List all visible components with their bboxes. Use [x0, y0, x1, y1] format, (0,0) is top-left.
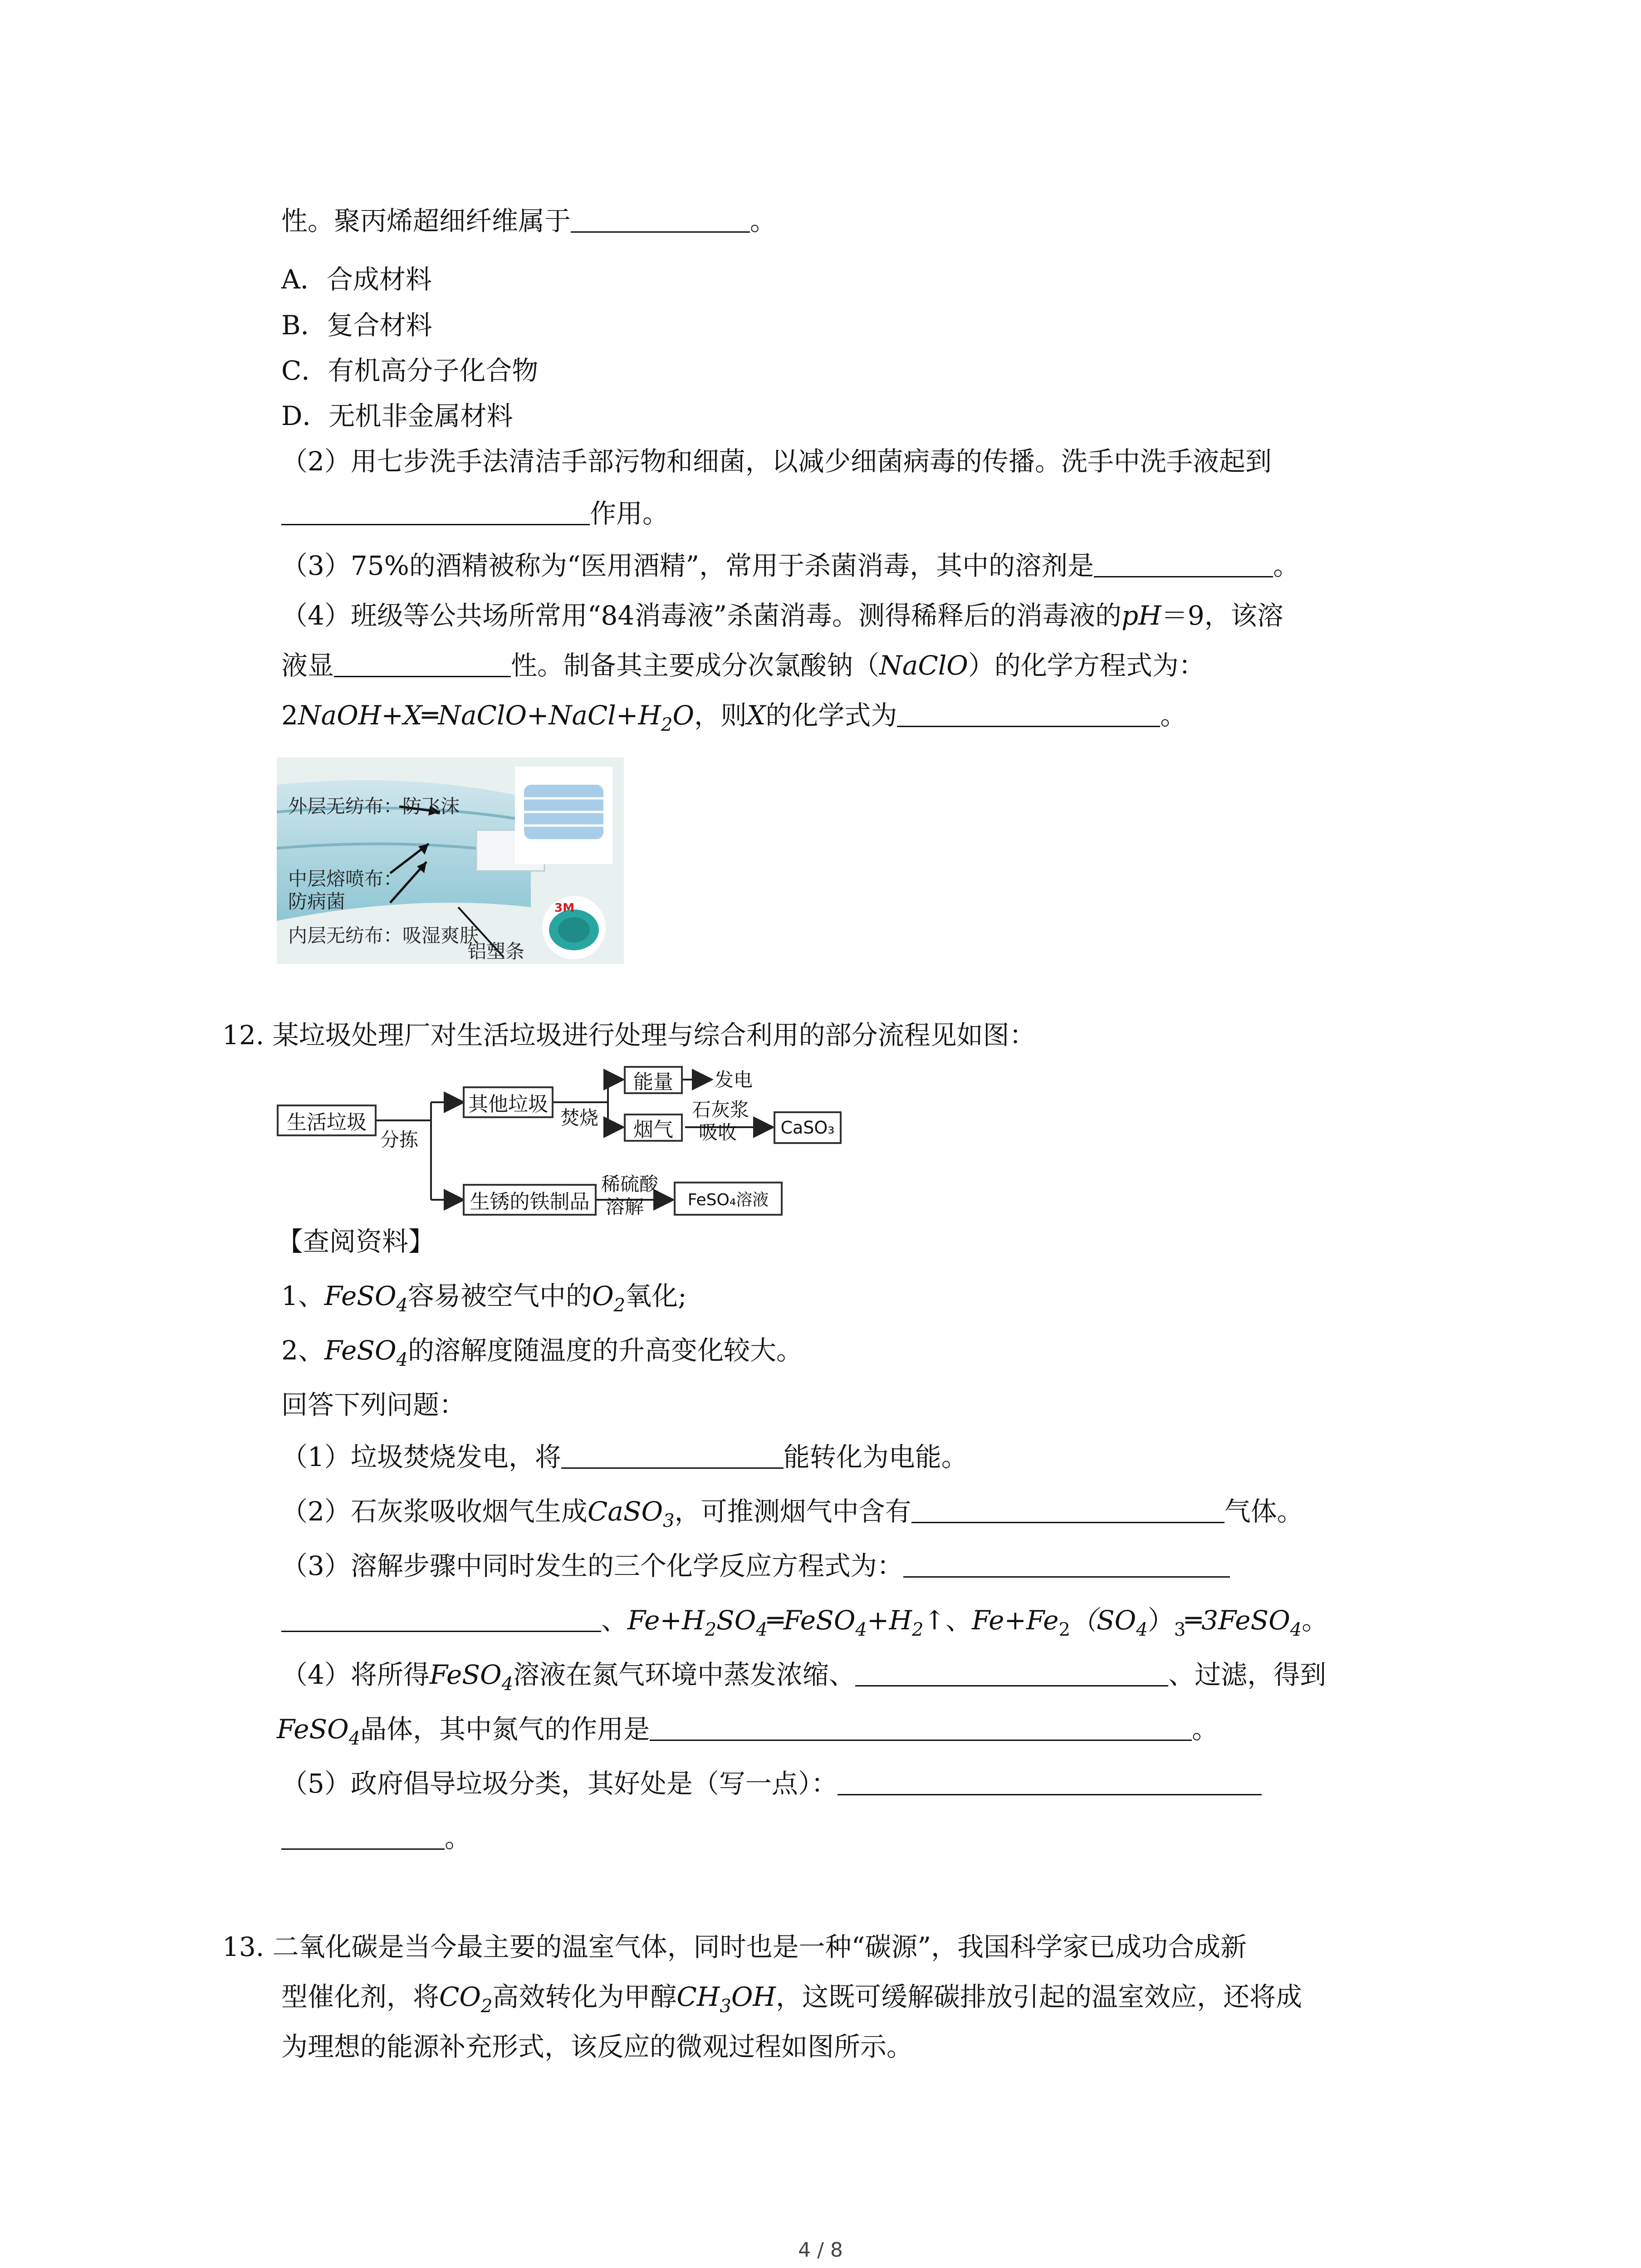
reference-title: 【查阅资料】 [277, 1226, 435, 1257]
outer-layer-label: 外层无纺布：防飞沫 [288, 795, 460, 817]
answer-blank[interactable] [911, 1495, 1225, 1523]
node-other-waste: 其他垃圾 [463, 1086, 554, 1118]
answer-blank[interactable] [838, 1767, 1262, 1795]
q11-part-2-line-1: （2）用七步洗手法清洁手部污物和细菌，以减少细菌病毒的传播。洗手中洗手液起到 [281, 446, 1272, 477]
middle-layer-label-2: 防病菌 [288, 890, 346, 913]
q12-part-3-line-2: 、$Fe+H_2SO_4═FeSO_4+H_2↑$、$Fe+Fe_2(SO_4)_3═3FeSO_4$。 [281, 1601, 1328, 1639]
answer-blank[interactable] [334, 649, 511, 677]
q12-part-4-line-1: （4）将所得FeSO$_4$溶液在氮气环境中蒸发浓缩、 、过滤，得到 [281, 1656, 1326, 1694]
q13-line-2: 型催化剂，将$CO_2$高效转化为甲醇$CH_3OH$，这既可缓解碳排放引起的温室效应，还将成 [281, 1981, 1302, 2017]
label-sorting: 分拣 [380, 1129, 419, 1151]
q11-part-2-line-2: 作用。 [281, 494, 669, 533]
option-a: A．合成材料 [281, 264, 432, 295]
q12-part-5-line-1: （5）政府倡导垃圾分类，其好处是（写一点）： [281, 1765, 1262, 1803]
node-feso4-solution: FeSO₄溶液 [674, 1182, 783, 1216]
middle-layer-label: 中层熔喷布： [288, 868, 403, 890]
answer-intro: 回答下列问题： [281, 1389, 466, 1420]
answer-blank[interactable] [650, 1712, 1192, 1741]
mask-figure [277, 758, 624, 964]
answer-blank[interactable] [281, 1603, 601, 1632]
label-absorption: 吸收 [699, 1121, 737, 1144]
q11-part-4-line-1: （4）班级等公共场所常用“84消毒液”杀菌消毒。测得稀释后的消毒液的pH＝9，该溶 [281, 600, 1283, 631]
label-incineration: 焚烧 [560, 1107, 599, 1129]
label-dissolve: 溶解 [606, 1196, 644, 1218]
q11-part-4-line-2: 液显 性。制备其主要成分次氯酸钠（NaClO）的化学方程式为： [281, 646, 1205, 684]
node-flue-gas: 烟气 [624, 1114, 683, 1142]
answer-blank[interactable] [1094, 549, 1273, 577]
option-d: D．无机非金属材料 [281, 401, 513, 431]
answer-blank[interactable] [855, 1658, 1168, 1686]
node-rusty-iron: 生锈的铁制品 [463, 1184, 597, 1216]
label-dilute-acid: 稀硫酸 [601, 1173, 659, 1195]
answer-blank[interactable] [561, 1440, 784, 1469]
node-caso3: CaSO₃ [774, 1111, 842, 1144]
label-lime-slurry: 石灰浆 [692, 1099, 749, 1121]
answer-blank[interactable] [571, 204, 750, 233]
page-number: 4 / 8 [798, 2239, 843, 2262]
q11-line-1: 性。聚丙烯超细纤维属于 。 [281, 202, 776, 240]
answer-blank[interactable] [903, 1549, 1230, 1578]
q12-part-3-line-1: （3）溶解步骤中同时发生的三个化学反应方程式为： [281, 1547, 1230, 1585]
reference-item-1: 1、FeSO$_4$容易被空气中的$O_2$氧化; [281, 1281, 687, 1316]
q12-part-5-line-2: 。 [281, 1819, 471, 1857]
q11-part-3: （3）75%的酒精被称为“医用酒精”，常用于杀菌消毒，其中的溶剂是 。 [281, 547, 1299, 585]
inner-layer-label: 内层无纺布：吸湿爽肤 [288, 924, 479, 947]
q13-line-1: 13. 二氧化碳是当今最主要的温室气体，同时也是一种“碳源”，我国科学家已成功合成新 [222, 1931, 1247, 1962]
q13-line-3: 为理想的能源补充形式，该反应的微观过程如图所示。 [281, 2031, 913, 2062]
node-energy: 能量 [624, 1066, 683, 1094]
answer-blank[interactable] [281, 497, 590, 525]
q11-equation-line: $2NaOH+X═NaClO+NaCl+H_2O$，则X的化学式为 。 [281, 696, 1186, 734]
node-household-waste: 生活垃圾 [277, 1105, 377, 1136]
q12-stem: 12. 某垃圾处理厂对生活垃圾进行处理与综合利用的部分流程见如图： [222, 1020, 1036, 1051]
option-b: B．复合材料 [281, 310, 432, 341]
q12-part-1: （1）垃圾焚烧发电，将 能转化为电能。 [281, 1438, 968, 1476]
q12-part-2: （2）石灰浆吸收烟气生成CaSO$_3$，可推测烟气中含有 气体。 [281, 1492, 1303, 1530]
strip-label: 铝塑条 [467, 940, 525, 963]
option-c: C．有机高分子化合物 [281, 355, 539, 386]
answer-blank[interactable] [897, 699, 1160, 727]
q12-part-4-line-2: FeSO$_4$晶体，其中氮气的作用是 。 [277, 1710, 1218, 1748]
answer-blank[interactable] [281, 1821, 445, 1850]
brand-mark: 3M [554, 901, 574, 915]
flow-diagram [277, 1061, 867, 1225]
label-power-generation: 发电 [715, 1069, 753, 1091]
reference-item-2: 2、FeSO$_4$的溶解度随温度的升高变化较大。 [281, 1335, 803, 1370]
